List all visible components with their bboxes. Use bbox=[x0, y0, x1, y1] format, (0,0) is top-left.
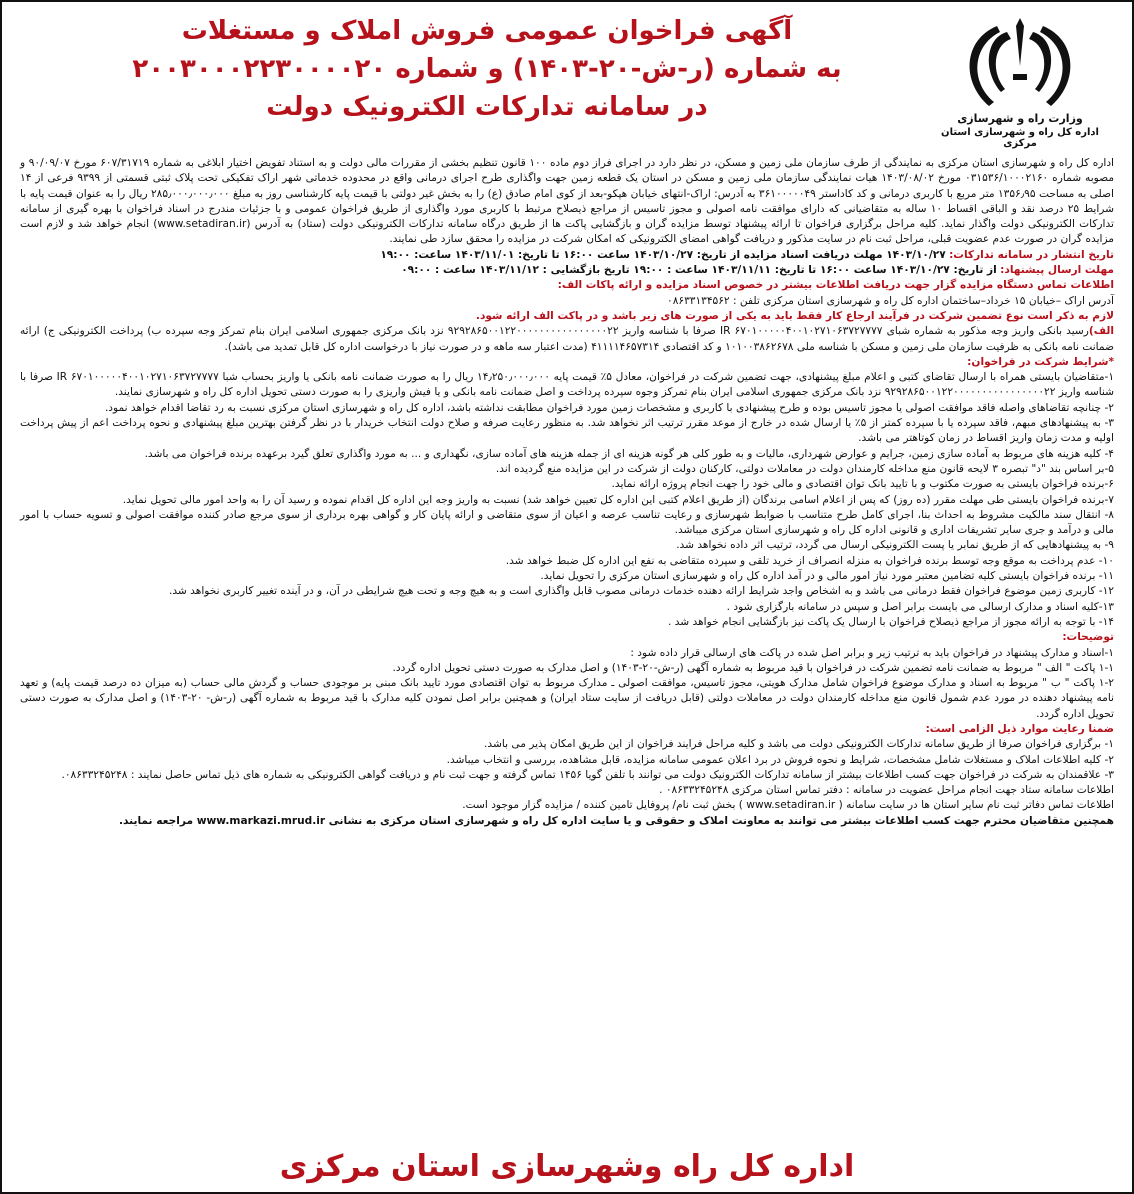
condition-item: ۱۱- برنده فراخوان بایستی کلیه تضامین معتبر مورد نیاز امور مالی و در آمد اداره کل راه و شهرسازی استان مرکزی را تحویل نماید. bbox=[540, 570, 1114, 583]
setad-info: اطلاعات سامانه ستاد جهت انجام مراحل عضویت در سامانه : دفتر تماس استان مرکزی ۰۸۶۳۳۲۴۵۲۴۸ . bbox=[659, 784, 1114, 797]
page-title bbox=[60, 12, 914, 126]
address-line: آدرس اراک –خیابان ۱۵ خرداد–ساختمان اداره کل راه و شهرسازی استان مرکزی تلفن : ۰۸۶۳۳۱۳۴۵۶۲ bbox=[667, 294, 1114, 307]
guarantee-a-label: الف) bbox=[1088, 325, 1114, 338]
notes-heading: توضیحات: bbox=[1062, 631, 1114, 644]
condition-item: ۱۳-کلیه اسناد و مدارک ارسالی می بایست برابر اصل و سپس در سامانه بارگزاری شود . bbox=[726, 600, 1114, 613]
offices-info: اطلاعات تماس دفاتر ثبت نام سایر استان ها در سایت سامانه ( www.setadiran.ir ) بخش ثبت نام/ پروفایل تامین کننده / مزایده گزار موجود است. bbox=[462, 799, 1114, 812]
ministry-logo bbox=[930, 14, 1110, 149]
title-line-3: در سامانه تدارکات الکترونیک دولت bbox=[266, 92, 708, 122]
department-name: اداره کل راه و شهرسازی استان مرکزی bbox=[941, 127, 1099, 149]
condition-item: ۴- کلیه هزینه های مربوط به آماده سازی زمین، جرایم و عوارض شهرداری، مالیات و به طور کلی هر گونه هزینه ای از جمله هزینه های آماده سازی، نگهداری و ... به مورد واگذاری تعلق گیرد برعهده برنده فراخوان می باشد. bbox=[144, 447, 1114, 460]
note-item: ۱-۱ پاکت " الف " مربوط به ضمانت نامه تضمین شرکت در فراخوان با قید مربوط به شماره آگهی (ر-ش-۲۰-۱۴۰۳) و اصل مدارک به صورت دستی تحویل اداره گردد. bbox=[392, 661, 1114, 674]
submit-deadline-value: از تاریخ: ۱۴۰۳/۱۰/۲۷ ساعت ۱۶:۰۰ تا تاریخ: ۱۴۰۳/۱۱/۱۱ ساعت : ۱۹:۰۰ تاریخ بازگشایی : ۱۴۰۳/۱۱/۱۲ ساعت : ۰۹:۰۰ bbox=[401, 264, 997, 277]
condition-item: ۶-برنده فراخوان بایستی به صورت مکتوب و با تایید بانک توان اقتصادی و مالی خود را جهت انجام پروژه ارائه نماید. bbox=[611, 478, 1114, 491]
rule-item: ۳- علاقمندان به شرکت در فراخوان جهت کسب اطلاعات بیشتر از سامانه تدارکات الکترونیک دولت می توانند با تلفن گویا ۱۴۵۶ تماس گرفته و جهت ثبت نام و دریافت گواهی الکترونیکی به شماره های ذیل تماس حاصل نمایند : ۰۸۶۳۳۲۴۵۲۴۸. bbox=[61, 768, 1114, 781]
note-item: ۱-۲ پاکت " ب " مربوط به اسناد و مدارک موضوع فراخوان شامل مدارک هویتی، مجوز تاسیس، موافقت اصولی ـ مدارک مربوط به توان اقتصادی مورد تایید بانک مبنی بر موجودی حساب و گردش مالی حساب (به میزان ده درصد قیمت پایه) و تعهد نامه پیشنهاد دهنده در مورد عدم شمول قانون منع مداخله کارمندان دولت در معاملات دولتی (قابل دریافت از سایت ستاد ایران) و همچنین برابر اصل نمودن کلیه مدارک با قید مربوط به شماره آگهی (ر-ش- ۲۰-۱۴۰۳) و اصل مدارک به صورت دستی تحویل اداره گردد. bbox=[20, 677, 1114, 720]
guarantee-heading: لازم به ذکر است نوع تضمین شرکت در فرآیند ارجاع کار فقط باید به یکی از صورت های زیر باشد و در پاکت الف ارائه شود. bbox=[475, 309, 1114, 322]
ministry-name: وزارت راه و شهرسازی bbox=[957, 112, 1083, 125]
final-note: همچنین متقاضیان محترم جهت کسب اطلاعات بیشتر می توانند به معاونت املاک و حقوقی و یا سایت اداره کل راه و شهرسازی استان مرکزی به نشانی www.markazi.mrud.ir مراجعه نمایند. bbox=[119, 814, 1114, 827]
title-line-2: به شماره (ر-ش-۲۰-۱۴۰۳) و شماره ۲۰۰۳۰۰۰۲۲۳۰۰۰۰۲۰ bbox=[132, 54, 842, 84]
rules-heading: ضمنا رعایت موارد ذیل الزامی است: bbox=[925, 722, 1114, 735]
advertisement-body bbox=[20, 156, 1114, 829]
submit-deadline-label: مهلت ارسال پیشنهاد: bbox=[1000, 264, 1114, 277]
intro-paragraph: اداره کل راه و شهرسازی استان مرکزی به نمایندگی از طرف سازمان ملی زمین و مسکن، در نظر دارد در اجرای فراز دوم ماده ۱۰۰ قانون تنظیم بخشی از مقررات مالی دولت و به استناد تفویض اختیار ابلاغی به شماره ۶۰۷/۳۱۷۱۹ مورخ ۹۰/۰۹/۰۷ و مصوبه شماره ۰۳۱۵۳۶/۱۰۰۰۲۱۶۰ مورخ ۱۴۰۳/۰۸/۰۲ هیات نمایندگی سازمان ملی زمین و مسکن در استان یک قطعه زمین جهت واگذاری طرح اجرای درمانی واقع در محدوده خدماتی شهر اراک تفکیکی تحت پلاک ثبتی قسمتی از ۹۳۹۹ فرعی از ۱۴ اصلی به مساحت ۱۳۵۶٫۹۵ متر مربع با کاربری درمانی و کد کاداستر ۳۶۱۰۰۰۰۰۴۹ به آدرس: اراک-انتهای خیابان هپکو-بعد از کوی امام صادق (ع) را به بخش غیر دولتی با قیمت پایه کارشناسی روز به مبلغ ۲۸۵٫۰۰۰٫۰۰۰٫۰۰۰ ریال را به عنوان قیمت پایه با شرایط ۲۵ درصد نقد و الباقی اقساط ۱۰ ساله به متقاضیانی که دارای موافقت نامه اصولی و مجوز تاسیس از مراجع ذیصلاح مرتبط با کاربری مورد واگذاری از طریق فراخوان عمومی و با جزئیات مندرج در اسناد فراخوان با بهره گیری از سامانه تدارکات الکترونیکی دولت واگذار نماید. کلیه مراحل برگزاری فراخوان تا ارائه پیشنهاد توسط مزایده گران و بازگشایی پاکت ها از طریق درگاه سامانه تدارکات الکترونیکی دولت (ستاد) به آدرس (www.setadiran.ir) انجام خواهد شد و لازم است مزایده گران در صورت عدم عضویت قبلی، مراحل ثبت نام در سایت مذکور و دریافت گواهی امضای الکترونیکی که امکان شرکت در مزایده را محقق سازد طی نمایند. bbox=[20, 157, 1114, 246]
note-item: ۱-اسناد و مدارک پیشنهاد در فراخوان باید به ترتیب زیر و برابر اصل شده در پاکت های ارسالی قرار داده شود : bbox=[630, 646, 1114, 659]
condition-item: ۳- به پیشنهادهای مبهم، فاقد سپرده یا با سپرده کمتر از ۵٪ یا ارسال شده در خارج از موعد مقرر ترتیب اثر نخواهد شد. به منظور رعایت صرفه و صلاح دولت انتخاب خریدار با در نظر گرفتن بهترین مبلغ پیشنهادی و نحوه پرداخت اعم از پیش پرداخت اولیه و مدت زمان واریز اقساط در زمان کوتاهتر می باشد. bbox=[20, 417, 1114, 445]
submit-deadline-line bbox=[20, 263, 1114, 278]
iran-emblem-icon bbox=[955, 14, 1085, 110]
condition-item: ۱۰- عدم پرداخت به موقع وجه توسط برنده فراخوان به منزله انصراف از خرید تلقی و سپرده متقاضی به نفع این اداره کل ضبط خواهد شد. bbox=[505, 554, 1114, 567]
condition-item: ۹- به پیشنهادهایی که از طریق نمابر یا پست الکترونیکی ارسال می گردد، ترتیب اثر داده نخواهد شد. bbox=[676, 539, 1114, 552]
condition-item: ۱۲- کاربری زمین موضوع فراخوان فقط درمانی می باشد و به اشخاص واجد شرایط ارائه دهنده خدمات درمانی مصوب قابل واگذاری است و به هیچ وجه و تحت هیچ شرایطی در آن، و در آینده تغییر کاربری نخواهد شد. bbox=[169, 585, 1114, 598]
condition-item: ۸- انتقال سند مالکیت مشروط به احداث بنا، اجرای کامل طرح متناسب با ضوابط شهرسازی و رعایت تناسب عرصه و اعیان از سوی متقاضی و ارائه پایان کار و گواهی بهره برداری از سوی مرجع صادر کننده موافقت اصولی و تسویه حساب با امور مالی و درآمد و جری سایر تشریفات اداری و قانونی اداره کل راه و شهرسازی استان مرکزی میباشد. bbox=[20, 508, 1114, 537]
guarantee-paragraph bbox=[20, 324, 1114, 355]
footer-department: اداره کل راه وشهرسازی استان مرکزی bbox=[279, 1149, 855, 1184]
condition-item: ۲- چنانچه تقاضاهای واصله فاقد موافقت اصولی یا مجوز تاسیس بوده و طرح پیشنهادی با کاربری و مشخصات زمین مورد فراخوان مطابقت نداشته باشد، اداره کل راه و شهرسازی استان مرکزی نسبت به رد تقاضا اقدام خواهد نمود. bbox=[104, 401, 1114, 414]
contact-heading: اطلاعات تماس دستگاه مزایده گزار جهت دریافت اطلاعات بیشتر در خصوص اسناد مزایده و ارائه پاکات الف: bbox=[557, 279, 1114, 292]
condition-item: ۷-برنده فراخوان بایستی طی مهلت مقرر (ده روز) که پس از اعلام اسامی برندگان (از طریق اعلام کتبی این اداره کل تعیین خواهد شد) نسبت به واریز وجه این اداره کل اقدام نموده و رسید آن را به واحد امور مالی تحویل نماید. bbox=[122, 493, 1114, 506]
rule-item: ۱- برگزاری فراخوان صرفا از طریق سامانه تدارکات الکترونیکی دولت می باشد و کلیه مراحل فرایند فراخوان از این طریق امکان پذیر می باشد. bbox=[484, 738, 1114, 751]
title-line-1: آگهی فراخوان عمومی فروش املاک و مستغلات bbox=[181, 16, 793, 46]
publish-date-value: ۱۴۰۳/۱۰/۲۷ مهلت دریافت اسناد مزایده از تاریخ: ۱۴۰۳/۱۰/۲۷ ساعت ۱۶:۰۰ تا تاریخ: ۱۴۰۳/۱۱/۰۱ ساعت: ۱۹:۰۰ bbox=[380, 248, 946, 261]
condition-item: ۱-متقاضیان بایستی همراه با ارسال تقاضای کتبی و اعلام مبلغ پیشنهادی، جهت تضمین شرکت در فراخوان، معادل ۵٪ قیمت پایه ۱۴٫۲۵۰٫۰۰۰٫۰۰۰ ریال را به صورت ضمانت نامه بانکی یا واریز بحساب شبا IR ۶۷۰۱۰۰۰۰۰۴۰۰۱۰۲۷۱۰۶۳۷۲۷۷۷۷ صرفا با شناسه واریز ۹۲۹۲۸۶۵۰۰۱۲۲۰۰۰۰۰۰۰۰۰۰۰۰۰۰۰۰۲۲ نزد بانک مرکزی جمهوری اسلامی ایران بنام تمرکز وجوه سپرده پرداخت و اصل ضمانت نامه بانکی و یا فیش واریزی را به صورت دستی تحویل اداره کل راه و شهرسازی نمایند. bbox=[20, 371, 1115, 399]
guarantee-text: رسید بانکی واریز وجه مذکور به شماره شبای IR ۶۷۰۱۰۰۰۰۰۴۰۰۱۰۲۷۱۰۶۳۷۲۷۷۷۷ صرفا با شناسه واریز ۹۲۹۲۸۶۵۰۰۱۲۲۰۰۰۰۰۰۰۰۰۰۰۰۰۰۰۰۲۲ نزد بانک مرکزی جمهوری اسلامی ایران بنام تمرکز وجه سپرده ب) پرداخت الکترونیکی ج) ارائه ضمانت نامه بانکی به ظرفیت سازمان ملی زمین و مسکن با شناسه ملی ۱۰۱۰۰۳۸۶۲۶۷۸ و کد اقتصادی ۴۱۱۱۱۴۶۵۷۳۱۴ (مدت اعتبار سه ماهه و در صورت نیاز با درخواست اداره کل قابل تمدید می باشد). bbox=[20, 325, 1114, 353]
publish-date-label: تاریخ انتشار در سامانه تدارکات: bbox=[949, 248, 1114, 261]
condition-item: ۱۴- با توجه به ارائه مجوز از مراجع ذیصلاح فراخوان با ارسال یک پاکت نیز بازگشایی انجام خواهد شد . bbox=[667, 615, 1114, 628]
header bbox=[20, 8, 1114, 156]
conditions-heading: *شرایط شرکت در فراخوان: bbox=[967, 355, 1114, 368]
condition-item: ۵-بر اساس بند "د" تبصره ۳ لایحه قانون منع مداخله کارمندان دولت در معاملات دولتی، کارکنان دولت از شرکت در این مزایده منع گردیده اند. bbox=[495, 462, 1114, 475]
publish-date-line bbox=[20, 248, 1114, 263]
rule-item: ۲- کلیه اطلاعات املاک و مستغلات شامل مشخصات، شرایط و نحوه فروش در برد اعلان عمومی سامانه مزایده، قابل مشاهده، بررسی و انتخاب میباشد. bbox=[446, 753, 1114, 766]
